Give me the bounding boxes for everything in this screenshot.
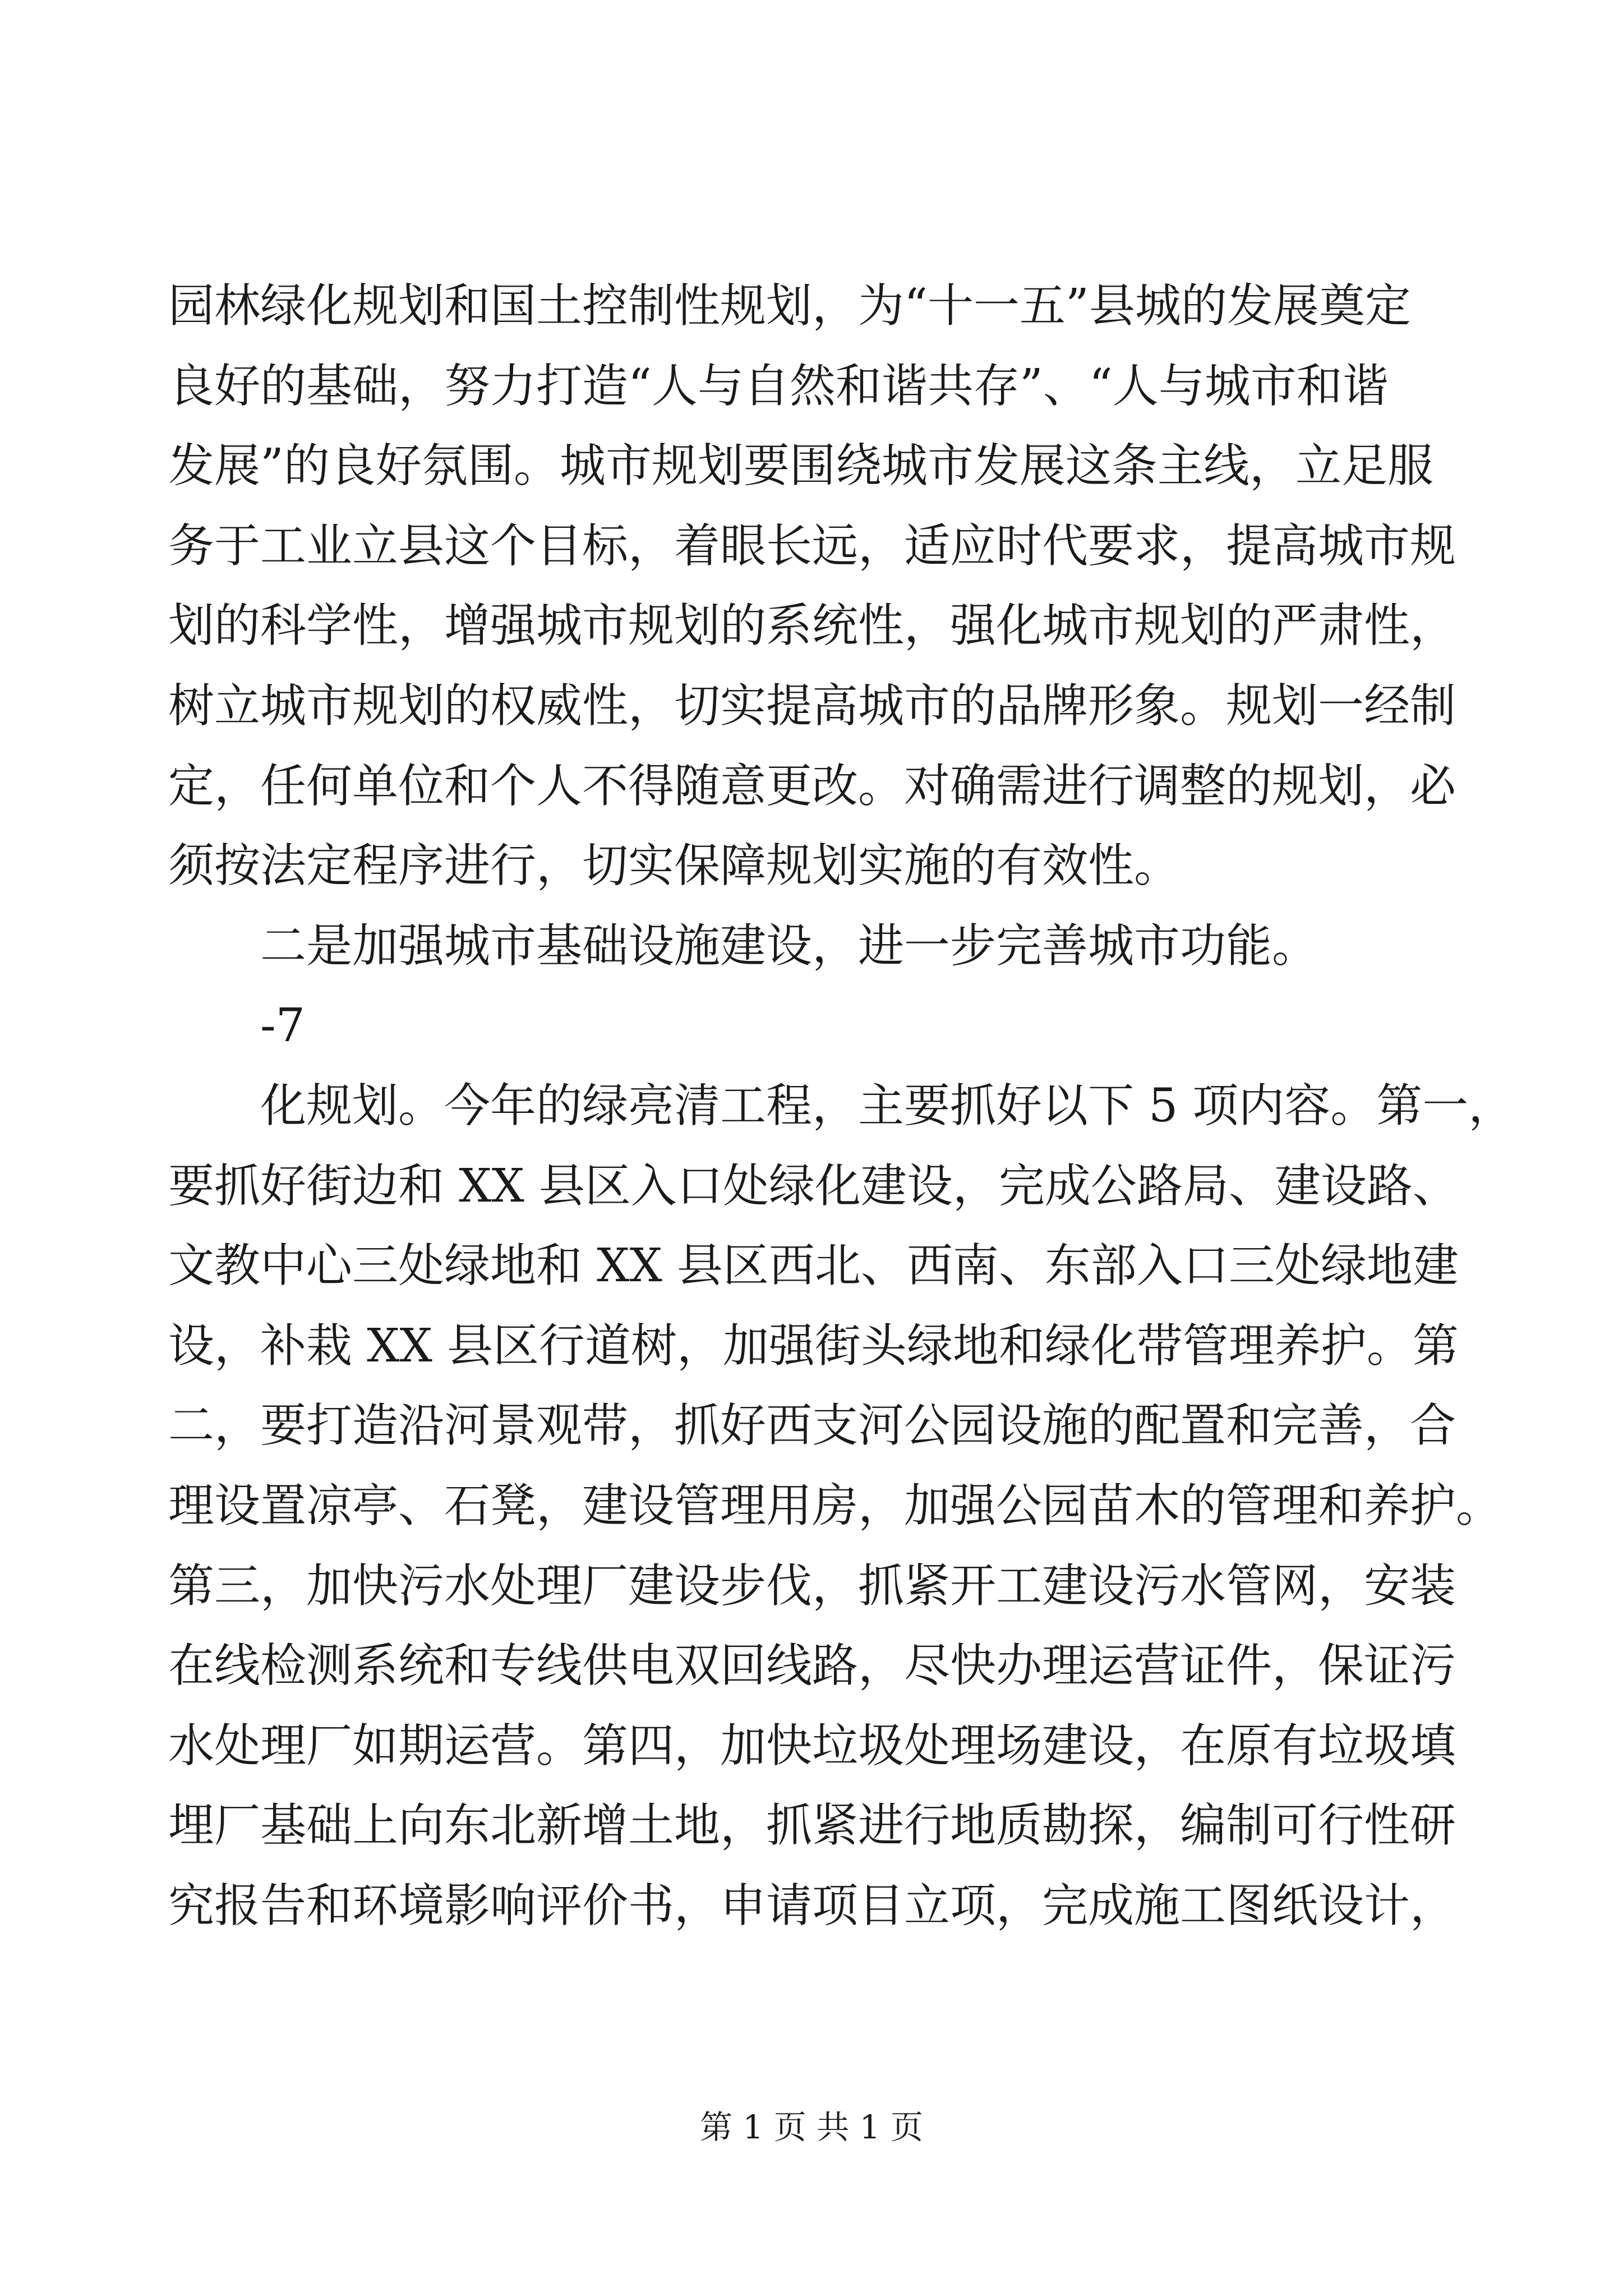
text-line: 定，任何单位和个人不得随意更改。对确需进行调整的规划，必 xyxy=(168,759,1456,813)
text-line: 第三，加快污水处理厂建设步伐，抓紧开工建设污水管网，安装 xyxy=(168,1559,1456,1613)
text-line: 二，要打造沿河景观带，抓好西支河公园设施的配置和完善，合 xyxy=(168,1399,1456,1453)
text-line: 须按法定程序进行，切实保障规划实施的有效性。 xyxy=(168,839,1181,893)
text-line: 水处理厂如期运营。第四，加快垃圾处理场建设，在原有垃圾填 xyxy=(168,1719,1456,1773)
text-line: 务于工业立县这个目标，着眼长远，适应时代要求，提高城市规 xyxy=(168,519,1456,573)
text-line: 发展”的良好氛围。城市规划要围绕城市发展这条主线，立足服 xyxy=(168,439,1433,493)
text-line: 良好的基础，努力打造“人与自然和谐共存”、“人与城市和谐 xyxy=(168,359,1389,413)
text-line: 划的科学性，增强城市规划的系统性，强化城市规划的严肃性， xyxy=(168,599,1456,653)
text-line: 在线检测系统和专线供电双回线路，尽快办理运营证件，保证污 xyxy=(168,1639,1456,1693)
text-line: -7 xyxy=(260,999,305,1053)
text-line: 园林绿化规划和国土控制性规划，为“十一五”县城的发展奠定 xyxy=(168,279,1411,333)
text-line: 要抓好街边和 XX 县区入口处绿化建设，完成公路局、建设路、 xyxy=(168,1159,1459,1213)
text-line: 二是加强城市基础设施建设，进一步完善城市功能。 xyxy=(260,919,1318,973)
text-line: 理设置凉亭、石凳，建设管理用房，加强公园苗木的管理和养护。 xyxy=(168,1479,1502,1533)
text-line: 究报告和环境影响评价书，申请项目立项，完成施工图纸设计， xyxy=(168,1879,1456,1932)
document-body xyxy=(168,266,1515,1946)
text-line: 埋厂基础上向东北新增土地，抓紧进行地质勘探，编制可行性研 xyxy=(168,1799,1456,1853)
text-line: 树立城市规划的权威性，切实提高城市的品牌形象。规划一经制 xyxy=(168,679,1456,733)
text-line: 设，补栽 XX 县区行道树，加强街头绿地和绿化带管理养护。第 xyxy=(168,1319,1459,1373)
page-number-footer: 第 1 页 共 1 页 xyxy=(700,2108,923,2146)
text-line: 化规划。今年的绿亮清工程，主要抓好以下 5 项内容。第一， xyxy=(260,1079,1515,1133)
text-line: 文教中心三处绿地和 XX 县区西北、西南、东部入口三处绿地建 xyxy=(168,1239,1459,1293)
